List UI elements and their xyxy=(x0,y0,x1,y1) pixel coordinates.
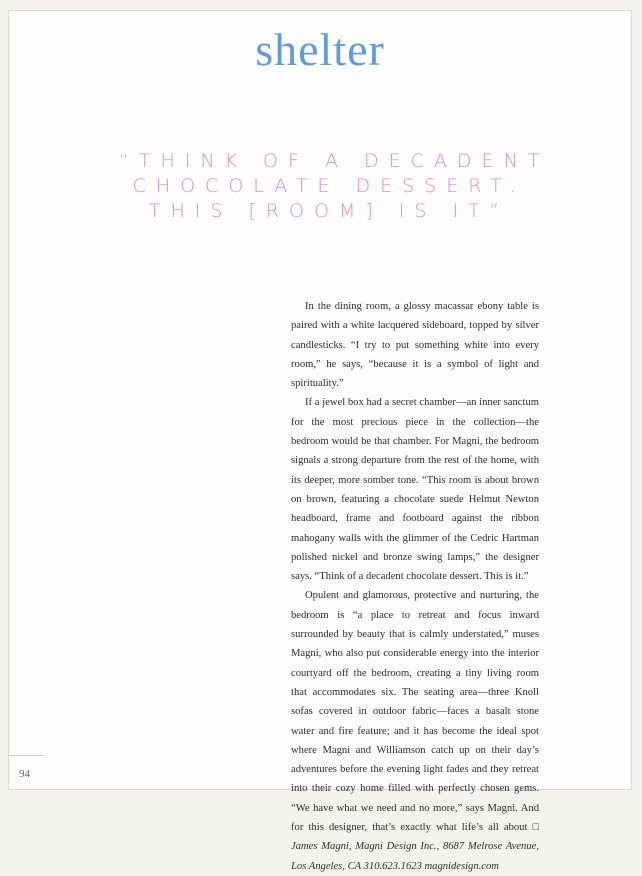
folio-rule xyxy=(9,755,45,756)
designer-credit: James Magni, Magni Design Inc., 8687 Melrose Avenue, Los Angeles, CA 310.623.1623 magnidesign.com xyxy=(291,841,539,872)
pull-quote-line: THIS [ROOM] IS IT” xyxy=(148,200,510,222)
article-paragraph-text: Opulent and glamorous, protective and nurturing, the bedroom is “a place to retreat and focus inward surrounded by beauty that is calmly understated,” muses Magni, who also put considerable energy into the interior courtyard off the bedroom, creating a tiny living room that accommodates six. The seating area—three Knoll sofas covered in outdoor fabric—faces a basalt stone water and fire feature; and it has become the ideal spot where Magni and Williamson catch up on their day’s adventures before the evening light fades and they retreat into their cozy home filled with perfectly chosen gems. “We have what we need and no more,” says Magni. And for this designer, that’s exactly what life’s all about xyxy=(291,590,539,834)
end-mark-icon: □ xyxy=(532,822,539,834)
section-title: shelter xyxy=(255,24,385,75)
article-body xyxy=(291,297,539,876)
article-paragraph-final xyxy=(291,586,539,875)
pull-quote-line: CHOCOLATE DESSERT. xyxy=(132,175,526,197)
pull-quote-line: “THINK OF A DECADENT xyxy=(119,150,550,172)
article-paragraph: In the dining room, a glossy macassar ebony table is paired with a white lacquered sideboard, topped by silver candlesticks. “I try to put something white into every room,” he says, “because it is a symbol of light and spirituality.” xyxy=(291,301,539,390)
magazine-page xyxy=(8,10,632,872)
article-paragraph: If a jewel box had a secret chamber—an inner sanctum for the most precious piece in the collection—the bedroom would be that chamber. For Magni, the bedroom signals a strong departure from the rest of the home, with its deeper, more somber tone. “This room is about brown on brown, featuring a chocolate suede Helmut Newton headboard, frame and footboard against the ribbon mahogany walls with the glimmer of the Cedric Hartman polished nickel and bronze swing lamps,” the designer says. “Think of a decadent chocolate dessert. This is it.” xyxy=(291,397,539,583)
page-number: 94 xyxy=(19,768,30,780)
pull-quote xyxy=(119,149,550,224)
